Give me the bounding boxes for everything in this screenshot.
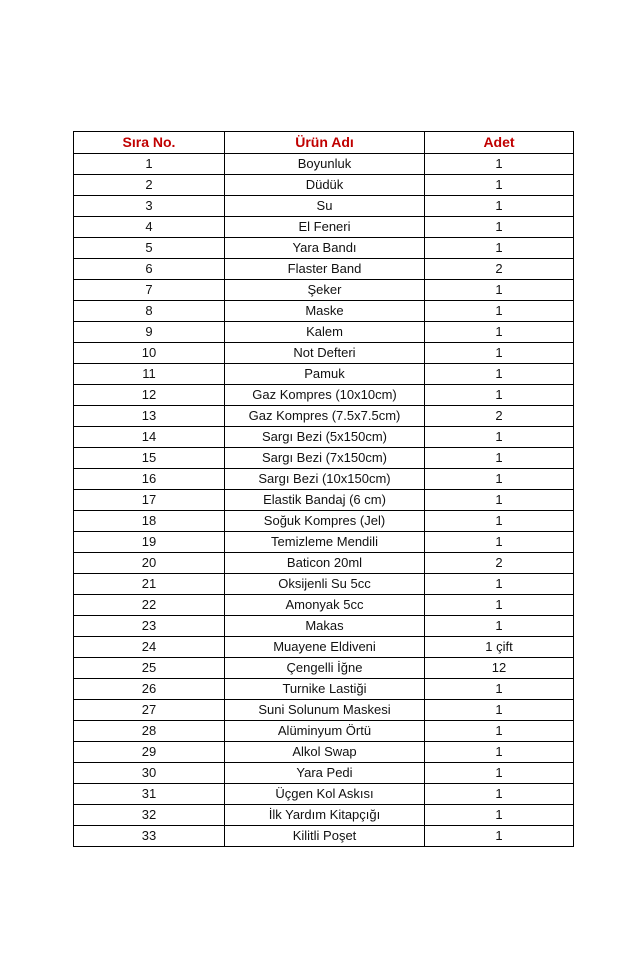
- quantity-cell: 1: [425, 784, 574, 805]
- product-name-cell: Çengelli İğne: [225, 658, 425, 679]
- table-row: [74, 196, 574, 217]
- product-name-cell: Temizleme Mendili: [225, 532, 425, 553]
- table-row: [74, 658, 574, 679]
- quantity-cell: 2: [425, 553, 574, 574]
- table-row: [74, 532, 574, 553]
- row-number-cell: 25: [74, 658, 225, 679]
- first-aid-items-table: [73, 131, 574, 847]
- quantity-cell: 1: [425, 763, 574, 784]
- header-urun-adi: Ürün Adı: [225, 132, 425, 154]
- row-number-cell: 28: [74, 721, 225, 742]
- row-number-cell: 15: [74, 448, 225, 469]
- row-number-cell: 13: [74, 406, 225, 427]
- quantity-cell: 1: [425, 238, 574, 259]
- row-number-cell: 5: [74, 238, 225, 259]
- product-name-cell: Makas: [225, 616, 425, 637]
- row-number-cell: 4: [74, 217, 225, 238]
- quantity-cell: 1: [425, 343, 574, 364]
- row-number-cell: 23: [74, 616, 225, 637]
- product-name-cell: Şeker: [225, 280, 425, 301]
- table-row: [74, 616, 574, 637]
- quantity-cell: 1: [425, 448, 574, 469]
- quantity-cell: 1: [425, 679, 574, 700]
- product-name-cell: Kalem: [225, 322, 425, 343]
- row-number-cell: 2: [74, 175, 225, 196]
- table-row: [74, 238, 574, 259]
- row-number-cell: 21: [74, 574, 225, 595]
- table-row: [74, 448, 574, 469]
- quantity-cell: 1: [425, 574, 574, 595]
- table-row: [74, 322, 574, 343]
- quantity-cell: 1: [425, 490, 574, 511]
- product-name-cell: Yara Bandı: [225, 238, 425, 259]
- row-number-cell: 11: [74, 364, 225, 385]
- product-name-cell: Yara Pedi: [225, 763, 425, 784]
- product-name-cell: Sargı Bezi (5x150cm): [225, 427, 425, 448]
- table-row: [74, 763, 574, 784]
- row-number-cell: 9: [74, 322, 225, 343]
- table-row: [74, 469, 574, 490]
- table-row: [74, 406, 574, 427]
- row-number-cell: 14: [74, 427, 225, 448]
- table-row: [74, 259, 574, 280]
- quantity-cell: 1: [425, 511, 574, 532]
- table-row: [74, 175, 574, 196]
- table-row: [74, 574, 574, 595]
- quantity-cell: 1: [425, 700, 574, 721]
- quantity-cell: 1: [425, 280, 574, 301]
- quantity-cell: 1: [425, 595, 574, 616]
- product-name-cell: Düdük: [225, 175, 425, 196]
- table-row: [74, 553, 574, 574]
- row-number-cell: 30: [74, 763, 225, 784]
- row-number-cell: 20: [74, 553, 225, 574]
- table-row: [74, 301, 574, 322]
- product-name-cell: Turnike Lastiği: [225, 679, 425, 700]
- row-number-cell: 18: [74, 511, 225, 532]
- product-name-cell: Pamuk: [225, 364, 425, 385]
- table-row: [74, 490, 574, 511]
- quantity-cell: 1: [425, 742, 574, 763]
- row-number-cell: 32: [74, 805, 225, 826]
- product-name-cell: Gaz Kompres (7.5x7.5cm): [225, 406, 425, 427]
- table-row: [74, 280, 574, 301]
- row-number-cell: 12: [74, 385, 225, 406]
- table-row: [74, 805, 574, 826]
- quantity-cell: 1: [425, 826, 574, 847]
- row-number-cell: 7: [74, 280, 225, 301]
- quantity-cell: 1: [425, 322, 574, 343]
- product-name-cell: Soğuk Kompres (Jel): [225, 511, 425, 532]
- table-row: [74, 721, 574, 742]
- table-row: [74, 154, 574, 175]
- table-body: [74, 154, 574, 847]
- row-number-cell: 33: [74, 826, 225, 847]
- quantity-cell: 1: [425, 427, 574, 448]
- table-row: [74, 742, 574, 763]
- product-name-cell: Üçgen Kol Askısı: [225, 784, 425, 805]
- row-number-cell: 1: [74, 154, 225, 175]
- table-row: [74, 784, 574, 805]
- product-name-cell: Muayene Eldiveni: [225, 637, 425, 658]
- row-number-cell: 3: [74, 196, 225, 217]
- product-name-cell: Suni Solunum Maskesi: [225, 700, 425, 721]
- quantity-cell: 2: [425, 406, 574, 427]
- product-name-cell: Oksijenli Su 5cc: [225, 574, 425, 595]
- row-number-cell: 16: [74, 469, 225, 490]
- quantity-cell: 1: [425, 154, 574, 175]
- row-number-cell: 17: [74, 490, 225, 511]
- product-name-cell: Gaz Kompres (10x10cm): [225, 385, 425, 406]
- quantity-cell: 1: [425, 301, 574, 322]
- table-row: [74, 679, 574, 700]
- row-number-cell: 27: [74, 700, 225, 721]
- row-number-cell: 19: [74, 532, 225, 553]
- row-number-cell: 31: [74, 784, 225, 805]
- quantity-cell: 1: [425, 385, 574, 406]
- quantity-cell: 1: [425, 217, 574, 238]
- product-name-cell: Kilitli Poşet: [225, 826, 425, 847]
- product-name-cell: Maske: [225, 301, 425, 322]
- product-name-cell: Baticon 20ml: [225, 553, 425, 574]
- header-adet: Adet: [425, 132, 574, 154]
- table-row: [74, 826, 574, 847]
- quantity-cell: 1: [425, 805, 574, 826]
- product-name-cell: Amonyak 5cc: [225, 595, 425, 616]
- row-number-cell: 10: [74, 343, 225, 364]
- quantity-cell: 1: [425, 364, 574, 385]
- product-name-cell: İlk Yardım Kitapçığı: [225, 805, 425, 826]
- row-number-cell: 8: [74, 301, 225, 322]
- table-row: [74, 700, 574, 721]
- quantity-cell: 1: [425, 196, 574, 217]
- product-name-cell: Su: [225, 196, 425, 217]
- table-row: [74, 385, 574, 406]
- row-number-cell: 26: [74, 679, 225, 700]
- row-number-cell: 6: [74, 259, 225, 280]
- quantity-cell: 1: [425, 532, 574, 553]
- product-name-cell: Sargı Bezi (10x150cm): [225, 469, 425, 490]
- table-header-row: [74, 132, 574, 154]
- quantity-cell: 1: [425, 616, 574, 637]
- product-name-cell: Alüminyum Örtü: [225, 721, 425, 742]
- table-row: [74, 427, 574, 448]
- quantity-cell: 1 çift: [425, 637, 574, 658]
- table-row: [74, 595, 574, 616]
- product-name-cell: El Feneri: [225, 217, 425, 238]
- row-number-cell: 29: [74, 742, 225, 763]
- product-name-cell: Not Defteri: [225, 343, 425, 364]
- quantity-cell: 12: [425, 658, 574, 679]
- quantity-cell: 1: [425, 721, 574, 742]
- table-row: [74, 364, 574, 385]
- product-name-cell: Flaster Band: [225, 259, 425, 280]
- row-number-cell: 22: [74, 595, 225, 616]
- product-name-cell: Sargı Bezi (7x150cm): [225, 448, 425, 469]
- table-row: [74, 343, 574, 364]
- product-name-cell: Boyunluk: [225, 154, 425, 175]
- table-row: [74, 511, 574, 532]
- quantity-cell: 1: [425, 175, 574, 196]
- product-name-cell: Alkol Swap: [225, 742, 425, 763]
- table-row: [74, 637, 574, 658]
- row-number-cell: 24: [74, 637, 225, 658]
- quantity-cell: 1: [425, 469, 574, 490]
- product-name-cell: Elastik Bandaj (6 cm): [225, 490, 425, 511]
- header-sira-no: Sıra No.: [74, 132, 225, 154]
- table-row: [74, 217, 574, 238]
- quantity-cell: 2: [425, 259, 574, 280]
